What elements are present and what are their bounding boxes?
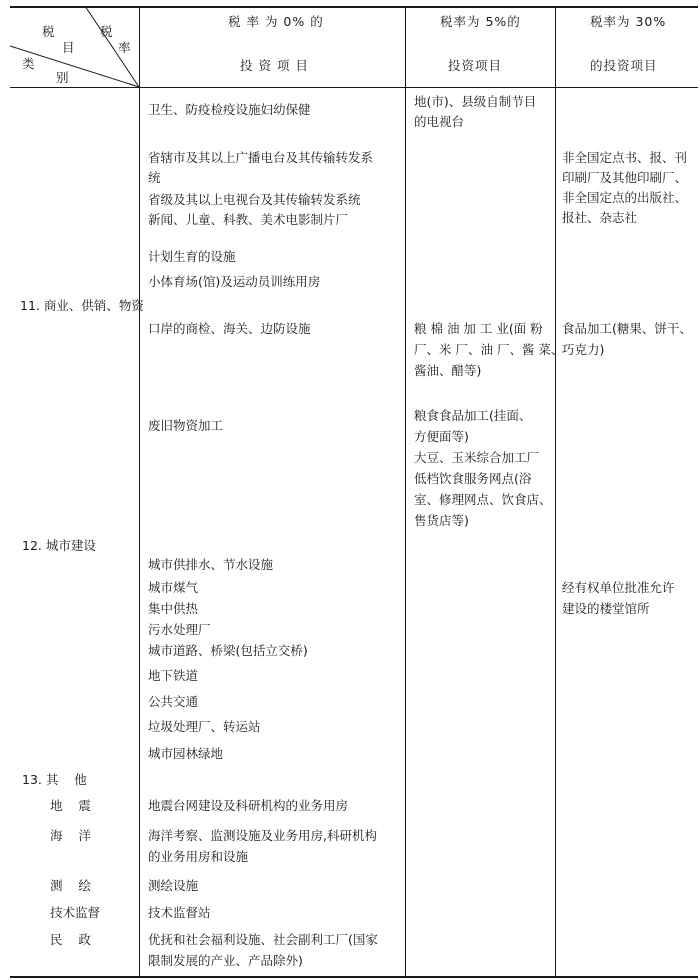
subcategory-ocean: 海 洋 (50, 828, 91, 843)
header-five-rate-line2: 投资项目 (448, 58, 503, 73)
five-item: 大豆、玉米综合加工厂 (414, 450, 540, 465)
zero-item: 海洋考察、监测设施及业务用房,科研机构 (148, 828, 377, 843)
header-five-rate-line1: 税率为 5%的 (440, 14, 521, 29)
corner-lei: 类 (22, 56, 35, 71)
corner-shui-1: 税 (42, 24, 55, 39)
zero-item: 省辖市及其以上广播电台及其传输转发系 (148, 150, 374, 165)
thirty-item: 报社、杂志社 (562, 210, 638, 225)
header-zero-rate-line2: 投 资 项 目 (240, 58, 309, 73)
zero-item: 小体育场(馆)及运动员训练用房 (148, 274, 321, 289)
five-item: 酱油、醋等) (414, 363, 482, 378)
five-item: 方便面等) (414, 429, 469, 444)
subcategory-earthquake: 地 震 (50, 798, 91, 813)
col-divider-1 (139, 6, 140, 977)
zero-item: 城市煤气 (148, 580, 199, 595)
five-item: 粮 棉 油 加 工 业(面 粉 (414, 321, 543, 336)
header-thirty-rate-line1: 税率为 30% (590, 14, 667, 29)
category-other: 13. 其 他 (22, 772, 87, 787)
zero-item: 地下铁道 (148, 668, 199, 683)
zero-item: 省级及其以上电视台及其传输转发系统 (148, 192, 361, 207)
five-item: 室、修理网点、饮食店、 (414, 492, 552, 507)
corner-shui-2: 税 (100, 24, 113, 39)
zero-item: 城市园林绿地 (148, 746, 224, 761)
zero-item: 新闻、儿童、科教、美术电影制片厂 (148, 212, 349, 227)
thirty-item: 巧克力) (562, 342, 605, 357)
zero-item: 技术监督站 (148, 905, 211, 920)
zero-item: 优抚和社会福利设施、社会副利工厂(国家 (148, 932, 378, 947)
zero-item: 公共交通 (148, 694, 199, 709)
zero-item: 口岸的商检、海关、边防设施 (148, 321, 311, 336)
table-bottom-border (10, 976, 698, 978)
five-item: 厂、米 厂、油 厂、酱 菜、 (414, 342, 564, 357)
thirty-item: 经有权单位批准允许 (562, 580, 675, 595)
subcategory-civil-affairs: 民 政 (50, 932, 91, 947)
corner-mu: 目 (62, 40, 75, 55)
zero-item: 城市道路、桥梁(包括立交桥) (148, 643, 308, 658)
category-urban: 12. 城市建设 (22, 538, 96, 553)
subcategory-tech-supervision: 技术监督 (50, 905, 101, 920)
zero-item: 垃圾处理厂、转运站 (148, 719, 261, 734)
zero-item: 的业务用房和设施 (148, 849, 249, 864)
five-item: 的电视台 (414, 114, 465, 129)
zero-item: 限制发展的产业、产品除外) (148, 953, 303, 968)
zero-item: 污水处理厂 (148, 622, 211, 637)
corner-bie: 别 (56, 70, 69, 85)
col-divider-2 (405, 6, 406, 977)
zero-item: 集中供热 (148, 601, 199, 616)
thirty-item: 非全国定点书、报、刊 (562, 150, 688, 165)
five-item: 粮食食品加工(挂面、 (414, 408, 532, 423)
thirty-item: 建设的楼堂馆所 (562, 601, 650, 616)
five-item: 地(市)、县级自制节目 (414, 94, 537, 109)
header-thirty-rate-line2: 的投资项目 (590, 58, 658, 73)
zero-item: 卫生、防疫检疫设施妇幼保健 (148, 102, 311, 117)
zero-item: 计划生育的设施 (148, 249, 236, 264)
five-item: 售货店等) (414, 513, 469, 528)
category-commerce: 11. 商业、供销、物资 (20, 298, 144, 313)
header-zero-rate-line1: 税 率 为 0% 的 (228, 14, 324, 29)
thirty-item: 非全国定点的出版社、 (562, 190, 688, 205)
thirty-item: 印刷厂及其他印刷厂、 (562, 170, 688, 185)
zero-item: 地震台网建设及科研机构的业务用房 (148, 798, 349, 813)
zero-item: 测绘设施 (148, 878, 199, 893)
five-item: 低档饮食服务网点(浴 (414, 471, 532, 486)
thirty-item: 食品加工(糖果、饼干、 (562, 321, 692, 336)
zero-item: 城市供排水、节水设施 (148, 557, 274, 572)
zero-item: 统 (148, 170, 161, 185)
col-divider-3 (555, 6, 556, 977)
corner-lv: 率 (118, 40, 131, 55)
subcategory-surveying: 测 绘 (50, 878, 91, 893)
zero-item: 废旧物资加工 (148, 418, 224, 433)
